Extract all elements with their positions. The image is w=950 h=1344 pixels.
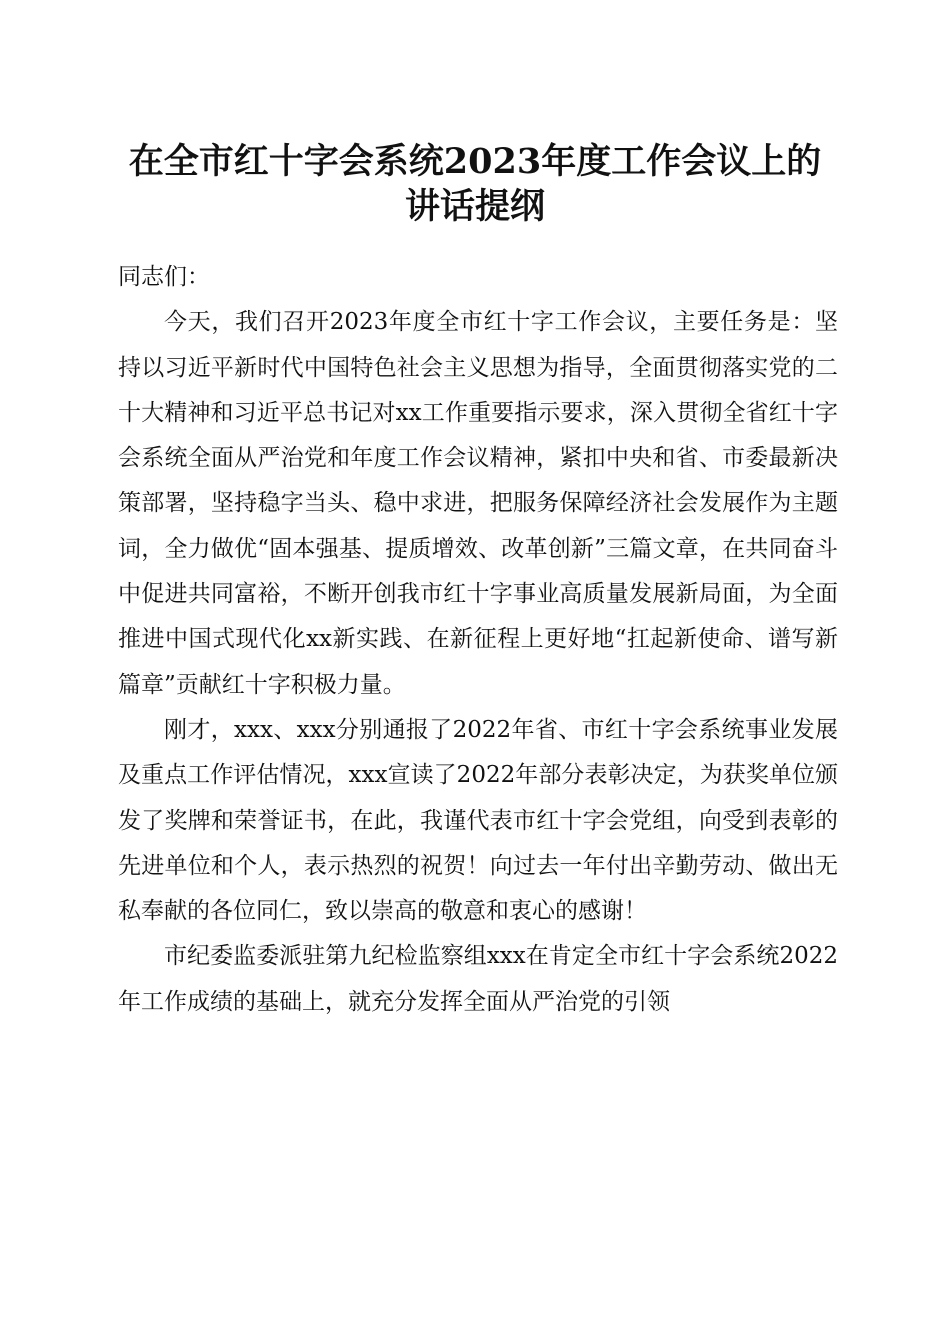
paragraph-3: 市纪委监委派驻第九纪检监察组xxx在肯定全市红十字会系统2022年工作成绩的基础上，就充分发挥全面从严治党的引领	[118, 943, 838, 1015]
paragraph-2: 刚才，xxx、xxx分别通报了2022年省、市红十字会系统事业发展及重点工作评估情况，xxx宣读了2022年部分表彰决定，为获奖单位颁发了奖牌和荣誉证书，在此，我谨代表市红十字会党组，向受到表彰的先进单位和个人，表示热烈的祝贺！向过去一年付出辛勤劳动、做出无私奉献的各位同仁，致以崇高的敬意和衷心的感谢！	[118, 716, 838, 925]
document-title-line-1: 在全市红十字会系统2023年度工作会议上的	[128, 141, 822, 182]
paragraph-1: 今天，我们召开2023年度全市红十字工作会议，主要任务是：坚持以习近平新时代中国特色社会主义思想为指导，全面贯彻落实党的二十大精神和习近平总书记对xx工作重要指示要求，深入贯彻全省红十字会系统全面从严治党和年度工作会议精神，紧扣中央和省、市委最新决策部署，坚持稳字当头、稳中求进，把服务保障经济社会发展作为主题词，全力做优“固本强基、提质增效、改革创新”三篇文章，在共同奋斗中促进共同富裕，不断开创我市红十字事业高质量发展新局面，为全面推进中国式现代化xx新实践、在新征程上更好地“扛起新使命、谱写新篇章”贡献红十字积极力量。	[118, 309, 838, 698]
salutation: 同志们：	[118, 264, 210, 290]
document-body	[118, 255, 838, 1025]
document-title-line-2: 讲话提纲	[404, 186, 545, 227]
